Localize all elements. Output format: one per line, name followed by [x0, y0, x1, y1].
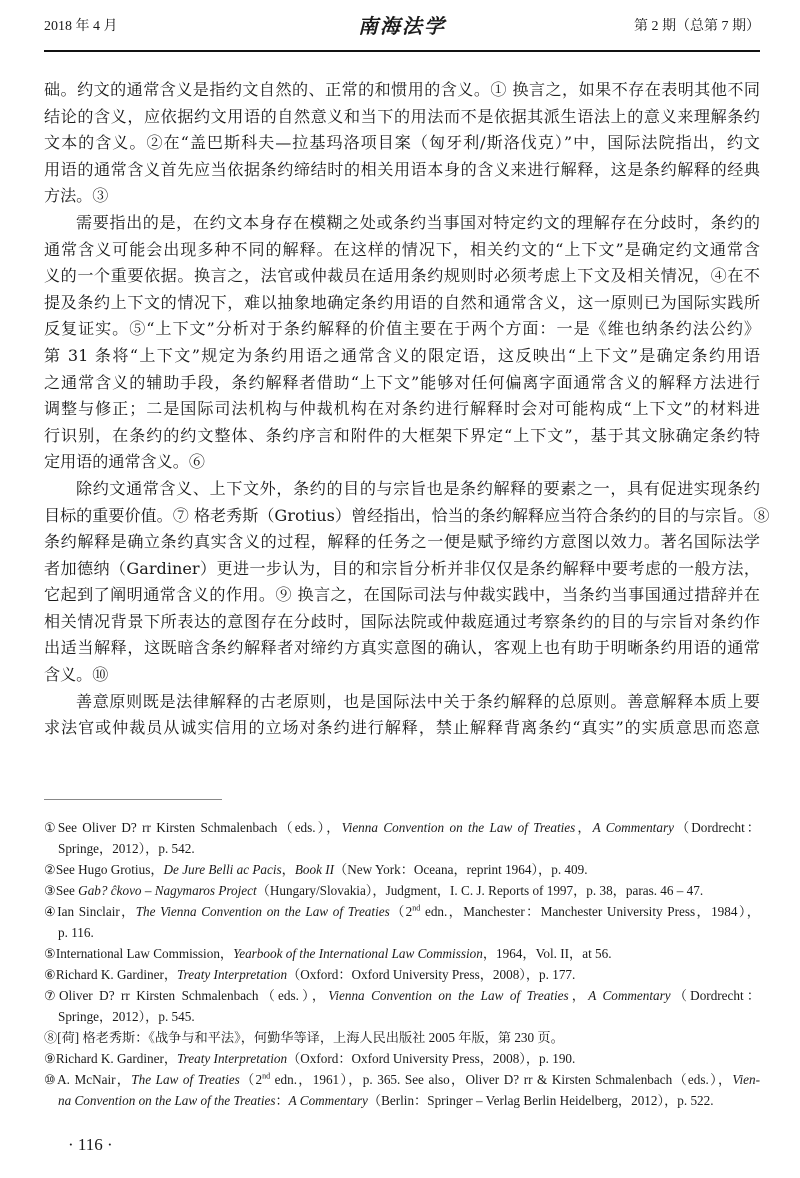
footnote-text: edn.，1961），p. 365. See also，Oliver D? rr & Kirsten Schmalenbach（eds.）， [270, 1072, 733, 1087]
footnote [44, 985, 760, 1027]
text-line: 定用语的通常含义。⑥ [44, 452, 205, 472]
text-line: 相关情况背景下所表达的意图存在分歧时，国际法院或仲裁庭通过考察条约的目的与宗旨对条约作 [44, 611, 760, 631]
text-line: 求法官或仲裁员从诚实信用的立场对条约进行解释，禁止解释背离条约“真实”的实质意思而恣意 [44, 718, 760, 738]
paragraph [44, 77, 760, 210]
footnote-text: ⑥Richard K. Gardiner， [44, 967, 178, 982]
footnote-text: （Dordrecht： [673, 820, 760, 835]
footnote-text: ①See Oliver D? rr Kirsten Schmalenbach（eds.）， [44, 820, 342, 835]
footnote-line [44, 901, 760, 922]
italic-title: The Law of Treaties [131, 1072, 240, 1087]
footnote-text: p. 116. [58, 925, 94, 940]
footnote [44, 880, 760, 901]
footnote-text: ，1964，Vol. II，at 56. [482, 946, 612, 961]
footnotes [44, 817, 760, 1111]
italic-title: Treaty Interpretation [177, 1051, 288, 1066]
text-line: 结论的含义，应依据约文用语的自然意义和当下的用法而不是依据其派生语法上的意义来理解条约 [44, 106, 760, 126]
footnote [44, 901, 760, 943]
text-line: 提及条约上下文的情况下，难以抽象地确定条约用语的自然和通常含义，这一原则已为国际实践所 [44, 292, 760, 312]
footnote [44, 1048, 760, 1069]
paragraph [44, 689, 760, 742]
footnote-line [44, 859, 760, 880]
italic-title: Treaty Interpretation [177, 967, 288, 982]
text-line: 之通常含义的辅助手段，条约解释者借助“上下文”能够对任何偏离字面通常含义的解释方法进行 [44, 372, 760, 392]
text-line: 用语的通常含义首先应当依据条约缔结时的相关用语本身的含义来进行解释，这是条约解释的经典 [44, 159, 760, 179]
footnote-text: （2 [389, 904, 413, 919]
footnote-text: Springe，2012），p. 545. [58, 1009, 195, 1024]
text-line: 第 31 条将“上下文”规定为条约用语之通常含义的限定语，这反映出“上下文”是确定条约用语 [44, 345, 760, 365]
footnote-text: ： [275, 1093, 289, 1108]
header-rule [44, 50, 760, 52]
text-line: 文本的含义。②在“盖巴斯科夫—拉基玛洛项目案（匈牙利/斯洛伐克）”中，国际法院指出，约文 [44, 133, 760, 153]
italic-title: De Jure Belli ac Pacis [163, 862, 282, 877]
header-issue: 第 2 期（总第 7 期） [634, 19, 760, 34]
text-line: 条约解释是确立条约真实含义的过程，解释的任务之一便是赋予缔约方意图以效力。著名国际法学 [44, 532, 760, 552]
footnote-text: ⑤International Law Commission， [44, 946, 234, 961]
footnote-text: ， [281, 862, 295, 877]
footnote [44, 1069, 760, 1111]
italic-title: Book II [294, 862, 335, 877]
footnote-text: （Hungary/Slovakia），Judgment，I. C. J. Reports of 1997，p. 38，paras. 46 – 47. [256, 883, 704, 898]
running-header [44, 10, 760, 36]
text-line: 它起到了阐明通常含义的作用。⑨ 换言之，在国际司法与仲裁实践中，当条约当事国通过措辞并在 [44, 585, 760, 605]
footnote-line [44, 964, 760, 985]
text-line: 础。约文的通常含义是指约文自然的、正常的和惯用的含义。① 换言之，如果不存在表明其他不同 [44, 80, 760, 99]
paragraph [44, 476, 770, 689]
footnote-line [44, 985, 760, 1006]
text-line: 方法。③ [44, 186, 109, 206]
text-line: 目标的重要价值。⑦ 格老秀斯（Grotius）曾经指出，恰当的条约解释应当符合条约的目的与宗旨。⑧ [44, 505, 770, 525]
footnote-text: nd [412, 903, 421, 913]
footnote-text: ⑧[荷] 格老秀斯：《战争与和平法》，何勤华等译，上海人民出版社 2005 年版，第 230 页。 [44, 1030, 564, 1045]
footnote [44, 817, 760, 859]
text-line: 义的一个重要依据。换言之，法官或仲裁员在适用条约规则时必须考虑上下文及相关情况，④在不 [44, 266, 760, 286]
footnote-text: （Oxford：Oxford University Press，2008），p. 190. [287, 1051, 576, 1066]
italic-title: Vienna Convention on the Law of Treaties [328, 988, 569, 1003]
footnote-line [44, 1069, 760, 1090]
footnote-text: nd [262, 1071, 271, 1081]
text-line: 出适当解释，这既暗含条约解释者对缔约方真实意图的确认，客观上也有助于明晰条约用语的通常 [44, 638, 760, 658]
footnote-text: Springe，2012），p. 542. [58, 841, 195, 856]
footnote-text: （New York：Oceana，reprint 1964），p. 409. [334, 862, 588, 877]
footnote-text: （Dordrecht： [670, 988, 761, 1003]
footnote-line [44, 1048, 760, 1069]
footnote-text: （2 [239, 1072, 263, 1087]
footnote-text: ， [568, 988, 589, 1003]
footnote-line [44, 880, 760, 901]
italic-title: Yearbook of the International Law Commission [233, 946, 483, 961]
footnote-line [44, 943, 760, 964]
italic-title: A Commentary [288, 1093, 368, 1108]
body-text [44, 77, 770, 742]
text-line: 通常含义可能会出现多种不同的解释。在这样的情况下，相关约文的“上下文”是确定约文通常含 [44, 239, 760, 259]
footnote-line [44, 1090, 760, 1111]
italic-title: A Commentary [592, 820, 674, 835]
footnote-text: ⑦Oliver D? rr Kirsten Schmalenbach（eds.）， [44, 988, 329, 1003]
text-line: 除约文通常含义、上下文外，条约的目的与宗旨也是条约解释的要素之一，具有促进实现条约 [76, 478, 760, 498]
text-line: 需要指出的是，在约文本身存在模糊之处或条约当事国对特定约文的理解存在分歧时，条约的 [76, 212, 760, 232]
footnote-text: （Oxford：Oxford University Press，2008），p. 177. [287, 967, 576, 982]
footnote-text: edn.，Manchester：Manchester University Press，1984）， [420, 904, 760, 919]
text-line: 反复证实。⑤“上下文”分析对于条约解释的价值主要在于两个方面：一是《维也纳条约法公约》 [44, 319, 760, 339]
italic-title: A Commentary [588, 988, 671, 1003]
footnote-text: ④Ian Sinclair， [44, 904, 136, 919]
text-line: 调整与修正；二是国际司法机构与仲裁机构在对条约进行解释时会对可能构成“上下文”的材料进 [44, 399, 760, 419]
text-line: 善意原则既是法律解释的古老原则，也是国际法中关于条约解释的总原则。善意解释本质上要 [76, 691, 760, 711]
header-date: 2018 年 4 月 [44, 19, 118, 34]
footnote-line [44, 817, 760, 838]
footnote-text: ⑩A. McNair， [44, 1072, 132, 1087]
footnote-text: （Berlin：Springer – Verlag Berlin Heidelberg，2012），p. 522. [367, 1093, 714, 1108]
footnote-line [44, 1006, 760, 1027]
footnote-line [44, 1027, 760, 1048]
footnote-separator [44, 799, 222, 800]
footnote-text: ③See [44, 883, 79, 898]
journal-title: 南海法学 [358, 14, 446, 38]
paragraph [44, 210, 760, 476]
footnote [44, 964, 760, 985]
page-number: · 116 · [68, 1135, 113, 1154]
italic-title: na Convention on the Law of the Treaties [58, 1093, 276, 1108]
footnote-text: ②See Hugo Grotius， [44, 862, 164, 877]
italic-title: The Vienna Convention on the Law of Treaties [135, 904, 390, 919]
footnote [44, 859, 760, 880]
text-line: 者加德纳（Gardiner）更进一步认为，目的和宗旨分析并非仅仅是条约解释中要考虑的一般方法， [44, 558, 760, 578]
footnote [44, 943, 760, 964]
footnote-text: ， [575, 820, 593, 835]
italic-title: Vien- [732, 1072, 761, 1087]
italic-title: Vienna Convention on the Law of Treaties [341, 820, 576, 835]
footnote-line [44, 922, 760, 943]
footnote-text: ⑨Richard K. Gardiner， [44, 1051, 178, 1066]
footnote-line [44, 838, 760, 859]
text-line: 含义。⑩ [44, 665, 109, 685]
text-line: 行识别，在条约的约文整体、条约序言和附件的大框架下界定“上下文”，基于其文脉确定条约特 [44, 425, 760, 445]
italic-title: Gab? ĉkovo – Nagymaros Project [78, 883, 257, 898]
footnote [44, 1027, 760, 1048]
